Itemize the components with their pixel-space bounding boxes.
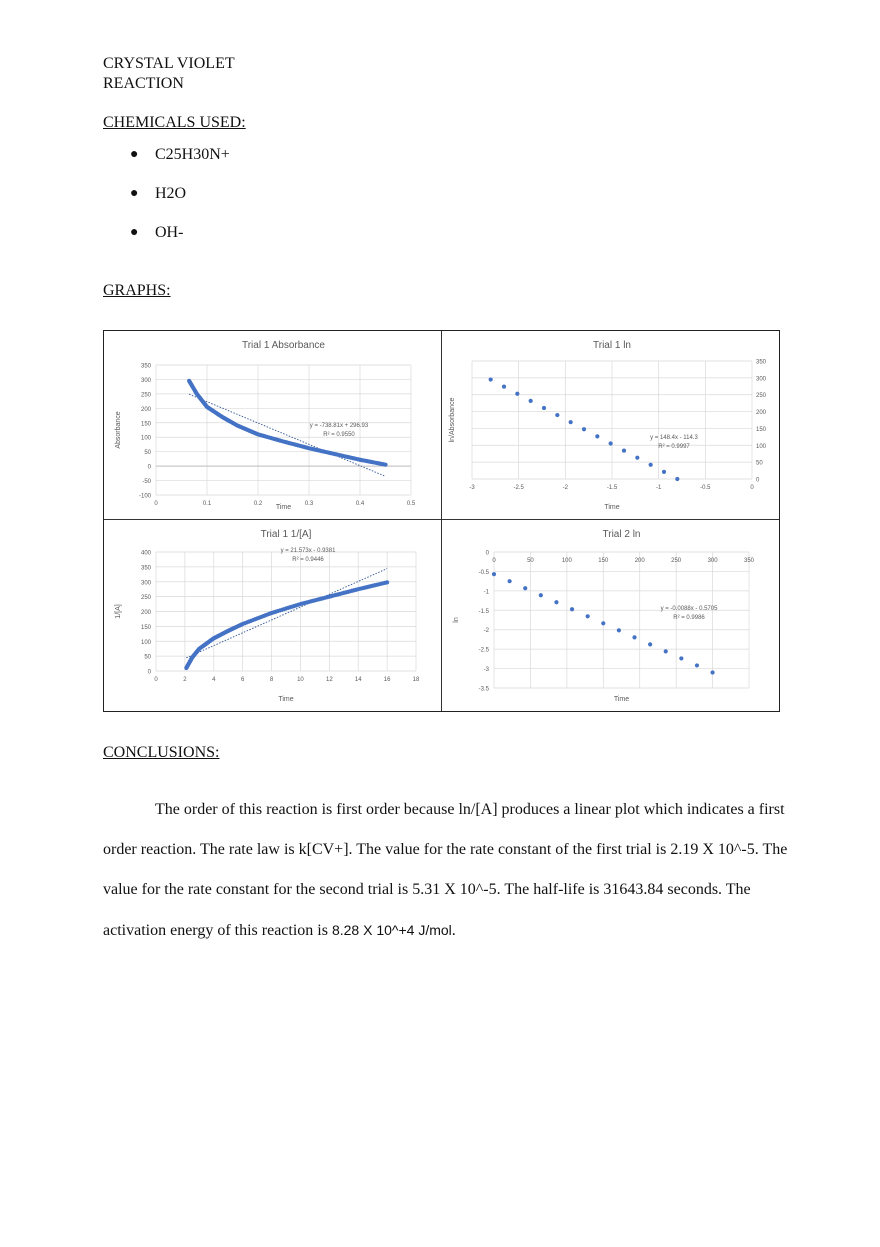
data-point [617,628,621,632]
x-tick-label: 0.1 [202,501,212,507]
y-tick-label: 250 [756,393,767,400]
y-tick-label: 250 [140,595,151,602]
trendline-equation: y = 148.4x - 114.3 [650,435,698,441]
trendline-r-squared: R² = 0.9986 [673,615,705,621]
trendline-equation: y = -738.81x + 296.93 [309,423,369,429]
y-tick-label: 0 [756,477,760,484]
data-point [385,580,389,584]
conclusions-text: The order of this reaction is first order because ln/[A] produces a linear plot which indicates a first order reaction. The rate law is k[CV+]. The value for the rate constant of the first trial is 2.19 X 10^-5. The value for the rate constant for the second trial is 5.31 X 10^-5. The half-life is 31643.84 seconds. The activation energy of this reaction is [103,801,788,939]
y-tick-label: 100 [756,443,767,450]
document-title [103,54,303,94]
y-tick-label: -2.5 [478,647,489,654]
x-tick-label: 4 [212,677,216,683]
y-tick-label: 50 [144,450,151,457]
x-tick-label: 14 [354,677,362,683]
y-tick-label: 350 [140,565,151,572]
x-tick-label: 0.3 [304,501,314,507]
data-point [582,427,586,431]
data-point [595,434,599,438]
x-tick-label: 0 [154,501,158,507]
y-axis-label: 1/[A] [115,604,122,619]
y-tick-label: -1.5 [478,608,489,615]
x-tick-label: 0 [492,558,496,564]
y-tick-label: 50 [756,460,763,467]
y-tick-label: -3.5 [478,686,489,693]
data-point [569,420,573,424]
conclusions-heading: CONCLUSIONS: [103,744,220,761]
y-tick-label: 100 [140,435,151,442]
x-tick-label: 0.2 [253,501,263,507]
chemical-name: OH- [155,224,184,241]
chemicals-heading: CHEMICALS USED: [103,114,246,131]
data-point [695,663,699,667]
chemicals-list [130,146,230,263]
bullet-icon: ● [130,186,139,201]
y-tick-label: 150 [140,624,151,631]
data-point [555,413,559,417]
chart-title: Trial 1 1/[A] [260,529,312,540]
y-tick-label: 300 [140,580,151,587]
x-tick-label: -1.5 [606,485,618,491]
y-tick-label: 50 [144,654,151,661]
bullet-icon: ● [130,147,139,162]
data-point [601,621,605,625]
list-item [130,224,230,263]
y-tick-label: 350 [756,359,767,366]
x-tick-label: 150 [598,558,609,564]
conclusions-text-end: . [451,922,456,939]
x-tick-label: 100 [561,558,572,564]
x-tick-label: -0.5 [700,485,711,491]
title-line-1: CRYSTAL VIOLET [103,55,235,72]
chart-panel [449,340,767,511]
data-point [649,463,653,467]
chart-title: Trial 1 Absorbance [241,340,326,351]
chart-title: Trial 1 ln [593,340,631,351]
y-tick-label: 300 [140,377,151,384]
x-tick-label: 250 [671,558,682,564]
x-tick-label: 6 [240,677,245,683]
y-tick-label: 0 [147,669,151,676]
y-tick-label: 400 [140,550,151,557]
x-axis-label: Time [604,504,620,511]
y-tick-label: 0 [147,464,151,471]
trendline-r-squared: R² = 0.9446 [292,557,324,563]
x-tick-label: 0 [750,485,754,491]
chart-panel [115,340,416,511]
title-line-2: REACTION [103,75,184,92]
x-tick-label: -2 [562,485,569,491]
data-point [632,635,636,639]
y-tick-label: -3 [483,667,489,674]
chemical-name: H2O [155,185,187,202]
conclusions-paragraph [103,790,793,951]
data-point [609,441,613,445]
y-axis-label: ln/Absorbance [449,397,456,443]
x-tick-label: 8 [269,677,274,683]
data-point [554,600,558,604]
graphs-heading: GRAPHS: [103,282,171,299]
y-tick-label: 200 [140,406,151,413]
activation-energy-value: 8.28 X 10^+4 J/mol [331,922,452,938]
x-tick-label: -1 [655,485,662,491]
data-point [492,572,496,576]
x-tick-label: 300 [707,558,718,564]
trendline-equation: y = -0.0088x - 0.5705 [660,606,718,612]
y-tick-label: 300 [756,376,767,383]
x-tick-label: 0.4 [355,501,365,507]
x-tick-label: 2 [183,677,187,683]
y-tick-label: -50 [142,479,151,486]
data-point [383,463,387,467]
y-tick-label: -1 [483,589,489,596]
trendline-r-squared: R² = 0.9550 [323,432,355,438]
data-point [664,649,668,653]
data-point [648,642,652,646]
bullet-icon: ● [130,225,139,240]
y-tick-label: 200 [140,610,151,616]
list-item [130,185,230,224]
x-axis-label: Time [613,696,630,703]
x-tick-label: 0 [154,677,158,683]
data-point [542,406,546,410]
x-tick-label: -2.5 [513,485,524,491]
x-axis-label: Time [275,504,292,511]
data-point [662,470,666,474]
chart-title: Trial 2 ln [602,529,641,540]
data-point [635,456,639,460]
x-tick-label: 50 [527,558,534,564]
y-tick-label: 250 [140,392,151,399]
y-axis-label: Absorbance [115,411,122,449]
y-axis-label: ln [453,617,460,623]
data-point [523,586,527,590]
data-point [508,579,512,583]
x-tick-label: 16 [383,677,391,683]
chemical-name: C25H30N+ [155,146,230,163]
y-tick-label: 0 [485,550,489,557]
data-point [679,656,683,660]
graphs-figure [103,330,780,712]
y-tick-label: -100 [138,493,151,500]
data-point [710,670,714,674]
x-tick-label: 12 [325,677,333,683]
y-tick-label: 150 [140,421,151,428]
data-point [502,385,506,389]
y-tick-label: 100 [140,639,151,646]
x-tick-label: -3 [469,485,475,491]
data-point [586,614,590,618]
x-tick-label: 0.5 [406,501,416,507]
trendline [189,394,385,476]
x-tick-label: 200 [634,558,645,564]
y-tick-label: -2 [483,628,489,635]
data-point [529,399,533,403]
data-point [539,593,543,597]
y-tick-label: -0.5 [478,569,489,576]
list-item [130,146,230,185]
data-point [570,607,574,611]
x-tick-label: 350 [743,558,755,564]
x-axis-label: Time [278,696,294,703]
data-point [675,477,679,481]
data-point [515,392,519,396]
y-tick-label: 150 [756,426,767,433]
chart-panel [453,529,755,703]
charts-svg [104,331,779,711]
trendline-r-squared: R² = 0.9997 [658,444,690,450]
x-tick-label: 10 [297,677,304,683]
trendline-equation: y = 21.573x - 0.9381 [280,548,336,554]
y-tick-label: 200 [756,410,767,417]
data-point [622,448,626,452]
data-point [489,377,493,381]
y-tick-label: 350 [140,363,151,370]
x-tick-label: 18 [412,677,420,683]
chart-panel [115,529,420,703]
